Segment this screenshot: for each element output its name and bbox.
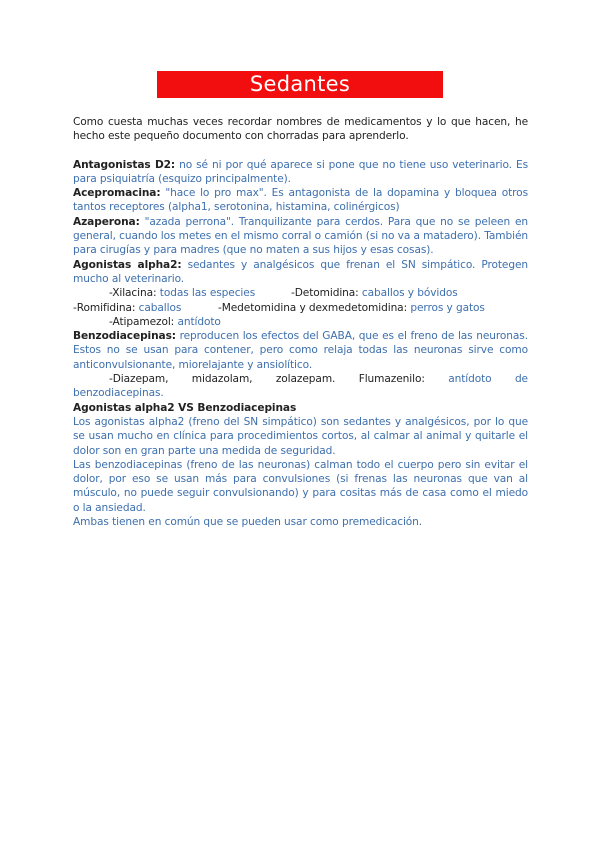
alpha2-drug-row-3 xyxy=(73,315,528,329)
diazepam: -Diazepam, xyxy=(109,373,169,386)
romifidina-name: -Romifidina: xyxy=(73,301,136,314)
detomidina-name: -Detomidina: xyxy=(291,287,359,300)
alpha2-label: Agonistas alpha2: xyxy=(73,258,182,271)
benzo-text: reproducen los efectos del GABA, que es el freno de las neuronas. Estos no se usan para contener, pero como relaja todas las neuronas sirve como anticonvulsionante, miorelajante y ansiolítico. xyxy=(73,330,528,371)
versus-paragraph-2: Las benzodiacepinas (freno de las neuronas) calman todo el cuerpo pero sin evitar el dolor, por eso se usan más para convulsiones (si frenas las neuronas que van al músculo, no puede seguir convulsionando) y para cositas más de casa como el miedo o la ansiedad. xyxy=(73,458,528,514)
detomidina-item xyxy=(291,286,458,300)
midazolam: midazolam, xyxy=(191,373,253,386)
detomidina-use: caballos y bóvidos xyxy=(361,287,458,300)
versus-paragraph-3: Ambas tienen en común que se pueden usar como premedicación. xyxy=(73,516,423,529)
atipamezol-use: antídoto xyxy=(177,315,221,328)
d2-text: no sé ni por qué aparece si pone que no tiene uso veterinario. Es para psiquiatría (esquizo principalmente). xyxy=(73,158,528,185)
alpha2-text: sedantes y analgésicos que frenan el SN simpático. Protegen mucho al veterinario. xyxy=(73,258,528,285)
zolazepam: zolazepam. xyxy=(275,373,336,386)
d2-paragraph xyxy=(73,158,528,187)
atipamezol-item xyxy=(109,315,221,329)
xilacina-use: todas las especies xyxy=(159,287,256,300)
flumazenilo-use-word-2: de xyxy=(514,373,528,386)
flumazenilo-use-word-1: antídoto xyxy=(448,373,492,386)
spacer xyxy=(73,144,528,158)
alpha2-drug-row-2 xyxy=(73,301,528,315)
medetomidina-name: -Medetomidina y dexmedetomidina: xyxy=(218,301,408,314)
versus-paragraph-1: Los agonistas alpha2 (freno del SN simpático) son sedantes y analgésicos, por lo que se usan mucho en clínica para procedimientos cortos, al calmar al animal y quitarle el dolor son en gran parte una medida de seguridad. xyxy=(73,415,528,457)
benzo-label: Benzodiacepinas: xyxy=(73,330,176,343)
intro-paragraph: Como cuesta muchas veces recordar nombres de medicamentos y lo que hacen, he hecho este pequeño documento con chorradas para aprenderlo. xyxy=(73,116,528,143)
azaperona-label: Azaperona: xyxy=(73,215,140,228)
atipamezol-name: -Atipamezol: xyxy=(109,315,175,328)
medetomidina-use: perros y gatos xyxy=(410,301,485,314)
xilacina-item xyxy=(109,286,291,300)
alpha2-paragraph xyxy=(73,258,528,287)
alpha2-drug-row-1 xyxy=(73,286,528,300)
benzo-drug-row xyxy=(73,372,528,386)
benzo-paragraph xyxy=(73,329,528,372)
medetomidina-item xyxy=(218,301,485,315)
xilacina-name: -Xilacina: xyxy=(109,287,157,300)
acepromacina-paragraph xyxy=(73,186,528,215)
flumazenilo: Flumazenilo: xyxy=(358,373,425,386)
document-body xyxy=(73,115,528,529)
flumazenilo-use-line-2: benzodiacepinas. xyxy=(73,387,164,400)
acepromacina-label: Acepromacina: xyxy=(73,187,161,200)
romifidina-use: caballos xyxy=(138,301,182,314)
document-title: Sedantes xyxy=(157,71,443,98)
azaperona-paragraph xyxy=(73,215,528,258)
d2-label: Antagonistas D2: xyxy=(73,158,176,171)
acepromacina-text: "hace lo pro max". Es antagonista de la dopamina y bloquea otros tantos receptores (alpha1, serotonina, histamina, colinérgicos) xyxy=(73,187,528,214)
versus-heading: Agonistas alpha2 VS Benzodiacepinas xyxy=(73,401,297,414)
romifidina-item xyxy=(73,301,218,315)
azaperona-text: "azada perrona". Tranquilizante para cerdos. Para que no se peleen en general, cuando los metes en el mismo corral o camión (si no va a matadero). También para cirugías y para madres (que no maten a sus hijos y esas cosas). xyxy=(73,215,528,257)
